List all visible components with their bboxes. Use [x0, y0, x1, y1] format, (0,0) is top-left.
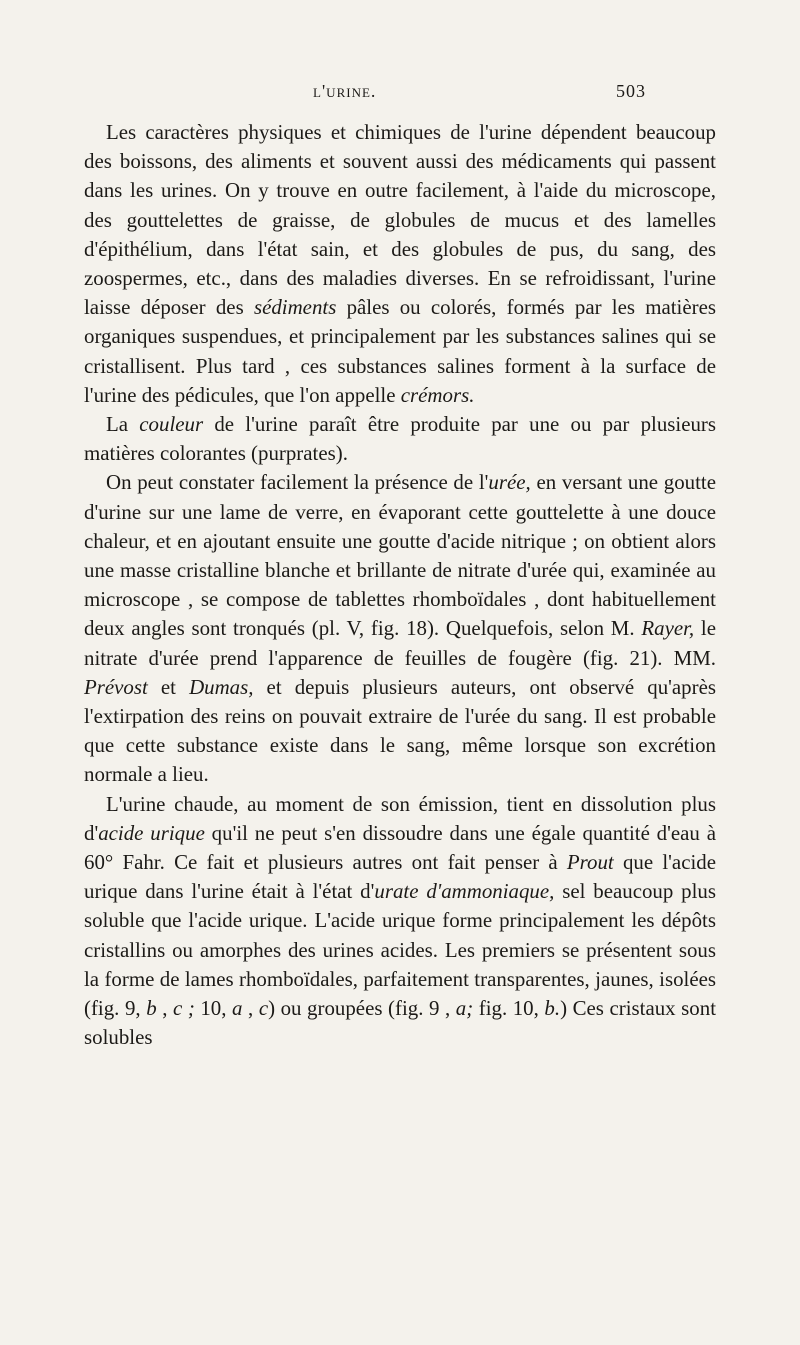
text-run: pâles ou colorés, formés par les matières organiques suspendues, et principalement par les substances salines qui se cristallisent. Plus tard , ces substances salines forment à la surface de l'urine des pédicules, que l'on appelle — [84, 295, 716, 407]
paragraph-2 — [84, 410, 716, 468]
text-run: de l'urine paraît être produite par une ou par plusieurs matières colorantes (purprates). — [84, 412, 717, 466]
paragraph-4 — [84, 790, 716, 1053]
text-run: ) ou groupées (fig. 9 , — [268, 996, 456, 1021]
text-run: , — [156, 996, 173, 1021]
italic-run: c — [258, 996, 269, 1021]
page-number: 503 — [616, 81, 646, 101]
paragraph-1 — [84, 118, 716, 410]
text-run: que l'acide urique dans l'urine était à l'état d' — [84, 850, 716, 904]
italic-run: crémors. — [400, 382, 475, 407]
text-run: et — [147, 674, 190, 699]
running-title: l'urine. — [313, 81, 377, 101]
italic-run: a; — [455, 996, 474, 1021]
text-run: Les caractères physiques et chimiques de l'urine dépendent beaucoup des boissons, des aliments et souvent aussi des médicaments qui passent dans les urines. On y trouve en outre facilement, à l'aide du microscope, des gouttelettes de graisse, de globules de mucus et des lamelles d'épithélium, dans l'état sain, et des globules de pus, du sang, des zoospermes, etc., dans des maladies diverses. En se refroidissant, l'urine laisse déposer des — [84, 120, 716, 320]
text-run: ) Ces cristaux sont solubles — [84, 996, 717, 1050]
italic-run: b — [146, 996, 157, 1021]
italic-run: couleur — [139, 412, 204, 437]
italic-run: acide urique — [98, 820, 205, 845]
text-run: fig. 10, — [473, 996, 545, 1021]
page-header — [0, 81, 800, 109]
text-run: en versant une goutte d'urine sur une lame de verre, en évaporant cette gouttelette à une douce chaleur, et en ajoutant ensuite une goutte d'acide nitrique ; on obtient alors une masse cristalline blanche et brillante de nitrate d'urée qui, examinée au microscope , se compose de tablettes rhomboïdales , dont habituellement deux angles sont tronqués (pl. V, fig. 18). Quelquefois, selon M. — [84, 470, 716, 641]
italic-run: urée, — [488, 470, 531, 495]
text-run: et depuis plusieurs auteurs, ont observé qu'après l'extirpation des reins on pouvait extraire de l'urée du sang. Il est probable que cette substance existe dans le sang, même lorsque son excrétion normale a lieu. — [84, 674, 716, 787]
text-run: le nitrate d'urée prend l'apparence de feuilles de fougère (fig. 21). MM. — [84, 616, 716, 670]
italic-run: a — [232, 996, 243, 1021]
paragraph-3 — [84, 468, 716, 789]
italic-run: Dumas, — [189, 674, 254, 699]
italic-run: sédiments — [253, 295, 337, 320]
italic-run: Prout — [566, 850, 614, 875]
italic-run: c ; — [172, 996, 195, 1021]
text-run: qu'il ne peut s'en dissoudre dans une égale quantité d'eau à 60° Fahr. Ce fait et plusieurs autres ont fait penser à — [84, 820, 716, 875]
text-run: La — [106, 412, 140, 437]
italic-run: b. — [544, 996, 561, 1021]
text-run: L'urine chaude, au moment de son émission, tient en dissolution plus d' — [84, 791, 716, 845]
text-run: On peut constater facilement la présence de l' — [106, 470, 489, 495]
text-run: 10, — [194, 996, 233, 1021]
italic-run: Rayer, — [641, 616, 695, 641]
italic-run: Prévost — [84, 674, 148, 699]
body-text — [84, 118, 716, 1053]
text-run: sel beaucoup plus soluble que l'acide urique. L'acide urique forme principalement les dépôts cristallins ou amorphes des urines acides. Les premiers se présentent sous la forme de lames rhomboïdales, parfaitement transparentes, jaunes, isolées (fig. 9, — [84, 879, 716, 1021]
italic-run: urate d'ammoniaque, — [374, 879, 555, 904]
text-run: , — [242, 996, 259, 1021]
